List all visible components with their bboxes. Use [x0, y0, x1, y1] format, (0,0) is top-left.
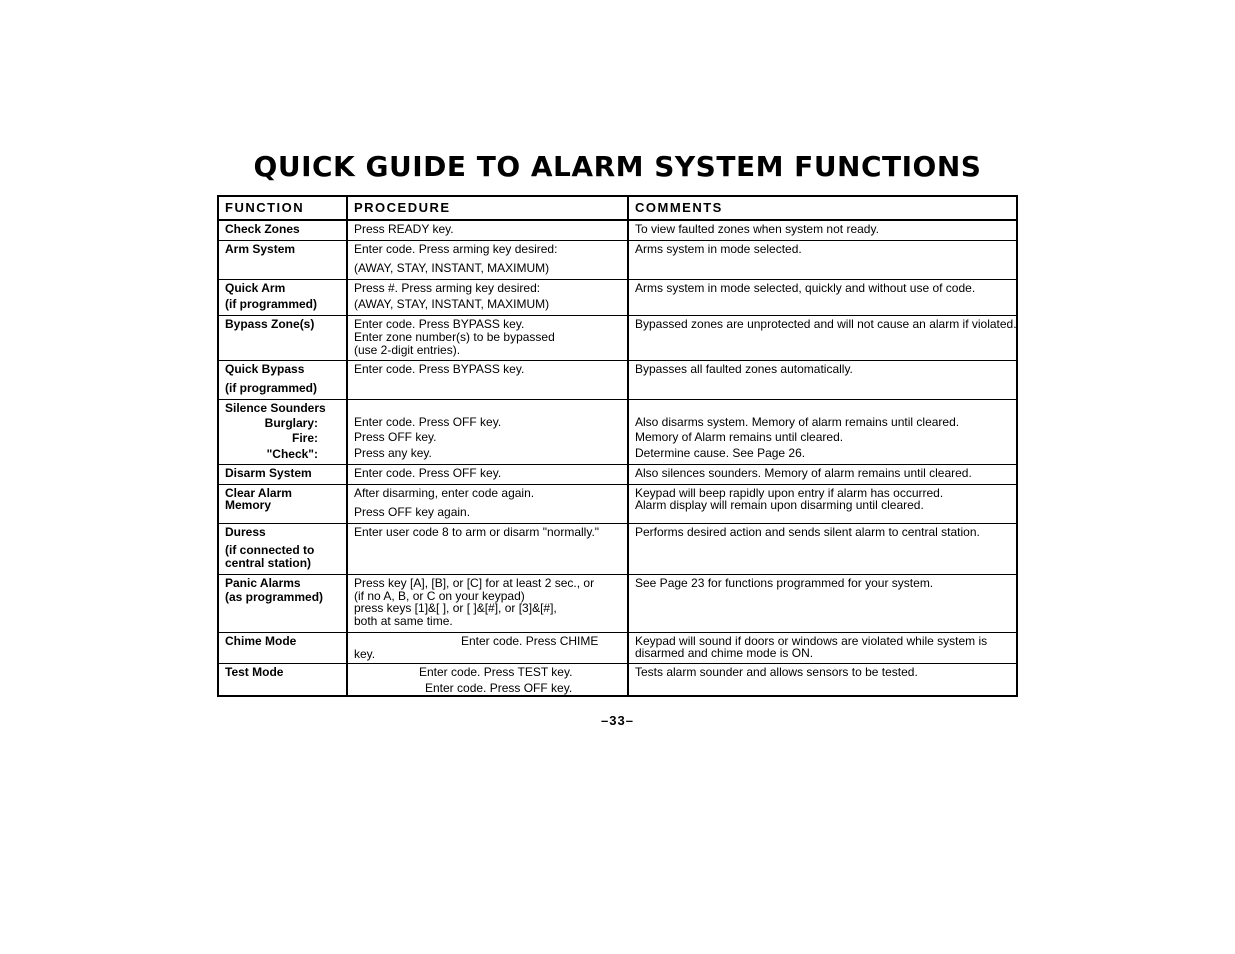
table-row: [219, 400, 1016, 465]
header-comments: COMMENTS: [627, 197, 1016, 219]
comment-text: Bypassed zones are unprotected and will not cause an alarm if violated.: [635, 317, 1017, 331]
function-label: Clear Alarm: [225, 486, 292, 500]
comment-text: Arms system in mode selected, quickly and without use of code.: [635, 281, 976, 295]
table-row: [219, 316, 1016, 361]
table-row: [219, 361, 1016, 400]
procedure-text: Enter code. Press OFF key.: [425, 681, 573, 695]
comment-text: Keypad will beep rapidly upon entry if alarm has occurred.: [635, 486, 944, 500]
procedure-text: key.: [354, 647, 376, 661]
header-function: FUNCTION: [225, 200, 305, 215]
function-label: Bypass Zone(s): [225, 317, 315, 331]
table-row: [219, 524, 1016, 575]
procedure-text: Press OFF key.: [354, 430, 437, 444]
function-label: (if programmed): [225, 381, 318, 395]
function-label: (as programmed): [225, 590, 324, 604]
function-sub-label: "Check":: [266, 447, 318, 461]
table-header: [219, 197, 1016, 221]
function-label: Quick Bypass: [225, 362, 305, 376]
procedure-text: (if no A, B, or C on your keypad): [354, 589, 525, 603]
procedure-text: Press any key.: [354, 446, 432, 460]
page-title: QUICK GUIDE TO ALARM SYSTEM FUNCTIONS: [253, 150, 982, 183]
table-row: [219, 664, 1016, 695]
function-label: Silence Sounders: [225, 401, 326, 415]
function-label: Panic Alarms: [225, 576, 301, 590]
procedure-text: Press #. Press arming key desired:: [354, 281, 541, 295]
function-label: Memory: [225, 498, 272, 512]
table-row: [219, 221, 1016, 241]
function-sub-label: Fire:: [291, 431, 318, 445]
function-label: (if connected to: [225, 543, 315, 557]
procedure-text: Press OFF key again.: [354, 505, 471, 519]
procedure-text: (use 2-digit entries).: [354, 343, 461, 357]
table-row: [219, 575, 1016, 633]
function-label: Chime Mode: [225, 634, 297, 648]
header-procedure: PROCEDURE: [346, 197, 627, 219]
procedure-text: Enter code. Press CHIME: [461, 634, 599, 648]
comment-text: Also disarms system. Memory of alarm remains until cleared.: [635, 415, 960, 429]
procedure-text: Enter code. Press OFF key.: [354, 415, 502, 429]
procedure-text: (AWAY, STAY, INSTANT, MAXIMUM): [354, 297, 550, 311]
functions-table: [217, 195, 1018, 697]
table-row: [219, 465, 1016, 485]
function-label: central station): [225, 556, 312, 570]
procedure-text: Press READY key.: [354, 222, 454, 236]
procedure-text: Enter user code 8 to arm or disarm "normally.": [354, 525, 600, 539]
function-sub-label: Burglary:: [264, 416, 318, 430]
table-row: [219, 485, 1016, 524]
comment-text: Determine cause. See Page 26.: [635, 446, 806, 460]
comment-text: Tests alarm sounder and allows sensors to be tested.: [635, 665, 918, 679]
comment-text: disarmed and chime mode is ON.: [635, 646, 814, 660]
procedure-text: Enter code. Press BYPASS key.: [354, 317, 525, 331]
procedure-text: Enter code. Press TEST key.: [419, 665, 573, 679]
comment-text: Also silences sounders. Memory of alarm remains until cleared.: [635, 466, 972, 480]
table-row: [219, 241, 1016, 280]
procedure-text: Enter zone number(s) to be bypassed: [354, 330, 555, 344]
comment-text: See Page 23 for functions programmed for your system.: [635, 576, 934, 590]
procedure-text: (AWAY, STAY, INSTANT, MAXIMUM): [354, 261, 550, 275]
function-label: Test Mode: [225, 665, 284, 679]
procedure-text: Enter code. Press OFF key.: [354, 466, 502, 480]
comment-text: Arms system in mode selected.: [635, 242, 802, 256]
comment-text: Keypad will sound if doors or windows are violated while system is: [635, 634, 988, 648]
procedure-text: After disarming, enter code again.: [354, 486, 535, 500]
function-label: (if programmed): [225, 297, 318, 311]
comment-text: Memory of Alarm remains until cleared.: [635, 430, 844, 444]
procedure-text: press keys [1]&[ ], or [ ]&[#], or [3]&[#],: [354, 601, 557, 615]
table-row: [219, 280, 1016, 316]
comment-text: Bypasses all faulted zones automatically.: [635, 362, 853, 376]
procedure-text: Enter code. Press BYPASS key.: [354, 362, 525, 376]
procedure-text: both at same time.: [354, 614, 453, 628]
comment-text: Performs desired action and sends silent alarm to central station.: [635, 525, 980, 539]
comment-text: To view faulted zones when system not ready.: [635, 222, 879, 236]
comment-text: Alarm display will remain upon disarming until cleared.: [635, 498, 924, 512]
procedure-text: Press key [A], [B], or [C] for at least 2 sec., or: [354, 576, 595, 590]
function-label: Quick Arm: [225, 281, 286, 295]
function-label: Check Zones: [225, 222, 300, 236]
page-number: –33–: [601, 713, 634, 728]
table-row: [219, 633, 1016, 664]
procedure-text: Enter code. Press arming key desired:: [354, 242, 558, 256]
function-label: Disarm System: [225, 466, 312, 480]
function-label: Duress: [225, 525, 266, 539]
function-label: Arm System: [225, 242, 296, 256]
